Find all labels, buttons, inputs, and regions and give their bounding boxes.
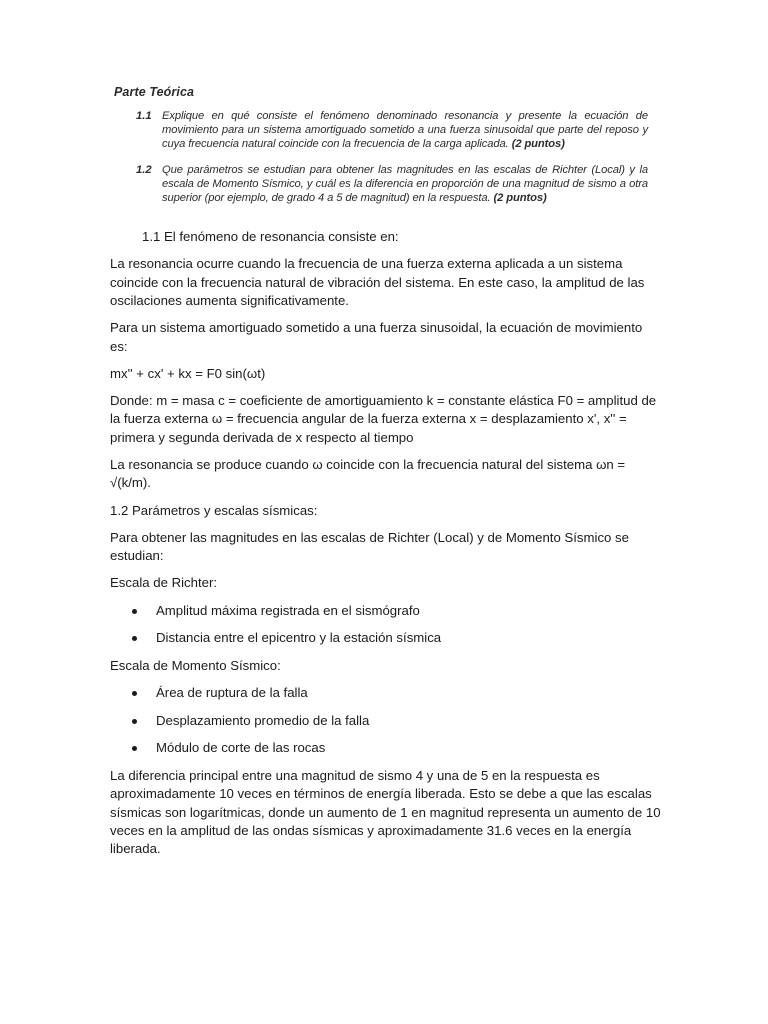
list-item bbox=[110, 602, 662, 620]
equation-of-motion: mx'' + cx' + kx = F0 sin(ωt) bbox=[110, 365, 266, 381]
question-item bbox=[136, 163, 648, 206]
question-item bbox=[136, 109, 648, 152]
question-number: 1.2 bbox=[136, 164, 152, 176]
bullet-icon bbox=[132, 746, 137, 751]
question-header: Parte Teórica bbox=[114, 85, 195, 99]
list-item-text: Distancia entre el epicentro y la estación sísmica bbox=[156, 630, 442, 646]
conclusion-paragraph: La diferencia principal entre una magnitud de sismo 4 y una de 5 en la respuesta es aproximadamente 10 veces en términos de energía liberada. Esto se debe a que las escalas sísmicas son logarítmicas, donde un aumento de 1 en magnitud representa un aumento de 10 veces en la amplitud de las ondas sísmicas y aproximadamente 31.6 veces en la energía liberada. bbox=[110, 767, 661, 857]
bullet-icon bbox=[132, 636, 137, 641]
list-item-text: Área de ruptura de la falla bbox=[156, 685, 308, 701]
variable-definitions-paragraph: Donde: m = masa c = coeficiente de amortiguamiento k = constante elástica F0 = amplitud de la fuerza externa ω = frecuencia angular de la fuerza externa x = desplazamiento x', x'' = primera y segunda derivada de x respecto al tiempo bbox=[110, 393, 657, 445]
moment-scale-label: Escala de Momento Sísmico: bbox=[110, 657, 281, 673]
question-image bbox=[100, 74, 658, 218]
question-text bbox=[162, 109, 648, 152]
list-item bbox=[110, 629, 662, 647]
question-body: Que parámetros se estudian para obtener las magnitudes en las escalas de Richter (Local) y la escala de Momento Sísmico, y cuál es la diferencia en proporción de una magnitud de sismo a otra superior (por ejemplo, de grado 4 a 5 de magnitud) en la respuesta. bbox=[162, 164, 648, 205]
resonance-definition-paragraph: La resonancia ocurre cuando la frecuencia de una fuerza externa aplicada a un sistema coincide con la frecuencia natural de vibración del sistema. En este caso, la amplitud de las oscilaciones aumenta significativamente. bbox=[110, 256, 645, 309]
scales-intro-paragraph: Para obtener las magnitudes en las escalas de Richter (Local) y de Momento Sísmico se estudian: bbox=[110, 529, 629, 564]
richter-scale-label: Escala de Richter: bbox=[110, 575, 218, 591]
question-body: Explique en qué consiste el fenómeno denominado resonancia y presente la ecuación de movimiento para un sistema amortiguado sometido a una fuerza sinusoidal que parte del reposo y cuya frecuencia natural coincide con la frecuencia de la carga aplicada. bbox=[162, 110, 648, 151]
question-points: (2 puntos) bbox=[493, 192, 547, 205]
answer-body bbox=[110, 228, 662, 868]
equation-intro-paragraph: Para un sistema amortiguado sometido a una fuerza sinusoidal, la ecuación de movimiento es: bbox=[110, 320, 643, 354]
bullet-icon bbox=[132, 691, 137, 696]
bullet-icon bbox=[132, 609, 137, 614]
bullet-icon bbox=[132, 719, 137, 724]
list-item-text: Módulo de corte de las rocas bbox=[156, 740, 326, 756]
list-item bbox=[110, 739, 662, 757]
question-number: 1.1 bbox=[136, 110, 152, 122]
section-heading-1-1: 1.1 El fenómeno de resonancia consiste en: bbox=[142, 229, 399, 244]
list-item-text: Amplitud máxima registrada en el sismógrafo bbox=[156, 602, 420, 618]
richter-parameters-list bbox=[110, 602, 662, 648]
section-heading-1-2: 1.2 Parámetros y escalas sísmicas: bbox=[110, 502, 318, 518]
list-item-text: Desplazamiento promedio de la falla bbox=[156, 712, 370, 728]
list-item bbox=[110, 712, 662, 730]
list-item bbox=[110, 684, 662, 702]
question-text bbox=[162, 163, 648, 206]
question-points: (2 puntos) bbox=[511, 138, 565, 151]
resonance-condition-paragraph: La resonancia se produce cuando ω coincide con la frecuencia natural del sistema ωn = √(k/m). bbox=[110, 457, 626, 491]
moment-parameters-list bbox=[110, 684, 662, 758]
